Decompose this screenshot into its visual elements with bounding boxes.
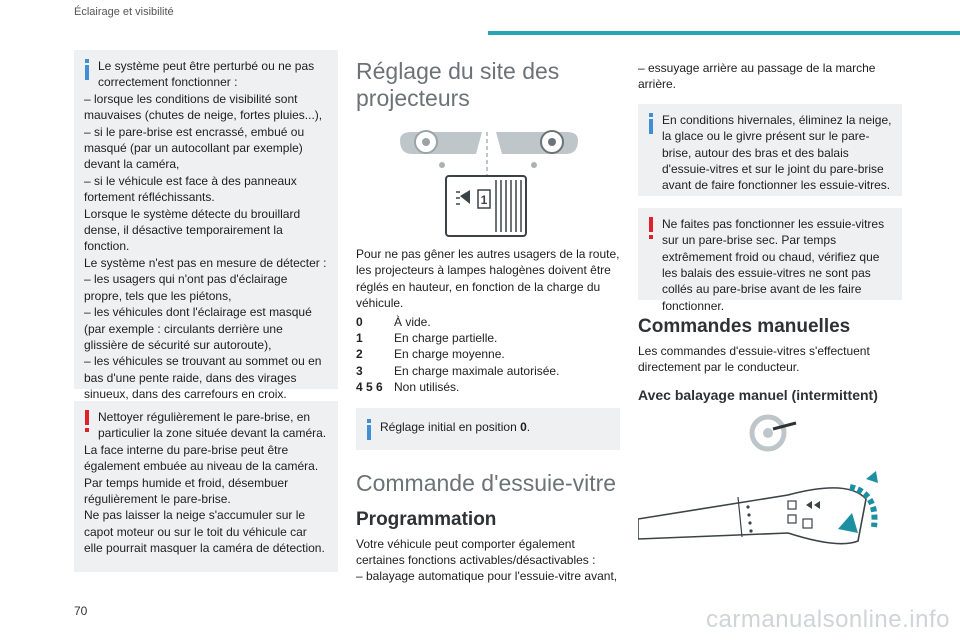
info-note-camera (74, 50, 338, 402)
position-text: En charge partielle. (394, 331, 498, 346)
column-1 (74, 50, 338, 584)
info-icon (646, 113, 656, 135)
info-icon (364, 419, 374, 441)
position-text: Non utilisés. (394, 380, 460, 395)
note-line: – si le pare-brise est encrassé, embué ou masqué (par un autocollant par exemple) devant la caméra, (84, 124, 305, 172)
warning-icon (82, 410, 92, 432)
list-item (356, 379, 620, 395)
column-2 (356, 50, 620, 585)
dial-position-label: 1 (480, 193, 488, 207)
headlamp-dial-icon (446, 176, 526, 236)
position-key: 0 (356, 314, 363, 329)
subsection-title-manual: Commandes manuelles (638, 315, 851, 337)
list-item (356, 346, 620, 362)
info-note-winter (638, 104, 902, 196)
programming-text: Votre véhicule peut comporter également certaines fonctions activables/désactivables : (356, 536, 596, 568)
note-line: Nettoyer régulièrement le pare-brise, en particulier la zone située devant la caméra. (98, 410, 327, 441)
steering-wheel-right-icon (496, 131, 578, 154)
note-line: La face interne du pare-brise peut être également embuée au niveau de la caméra. (84, 442, 319, 474)
steering-wheel-icon (752, 417, 796, 449)
info-icon (82, 59, 92, 81)
wiper-stalk-icon (638, 488, 866, 544)
list-item (356, 314, 620, 330)
warning-note-dry-windscreen (638, 208, 902, 313)
position-text: En charge moyenne. (394, 347, 505, 362)
subsection-title-sweep: Avec balayage manuel (intermittent) (638, 386, 878, 403)
position-list (356, 314, 620, 396)
info-note-initial-setting (356, 408, 620, 450)
note-line: Lorsque le système détecte du brouillard dense, il désactive temporairement la fonction. (84, 206, 301, 254)
steering-wheel-left-icon (400, 131, 482, 154)
header-accent-bar (488, 31, 960, 35)
headlamp-intro: Pour ne pas gêner les autres usagers de la route, les projecteurs à lampes halogènes doivent être réglés en hauteur, en fonction de la charge du véhicule. (356, 247, 620, 311)
position-text: À vide. (394, 314, 431, 329)
manual-text: Les commandes d'essuie-vitres s'effectuent directement par le conducteur. (638, 343, 870, 375)
winter-note-text: En conditions hivernales, éliminez la neige, la glace ou le givre présent sur le pare-brise, autour des bras et des balais d'essuie-vitres et sur le joint du pare-brise avant de faire fonctionner les essuie-vitres. (662, 112, 892, 193)
note-line: Le système n'est pas en mesure de détecter : (84, 255, 327, 270)
programming-item: – balayage automatique pour l'essuie-vitre avant, (356, 569, 618, 584)
wiper-stalk-illustration (638, 409, 902, 559)
note-line: Le système peut être perturbé ou ne pas correctement fonctionner : (98, 59, 315, 90)
note-line: – si le véhicule est face à des panneaux fortement réfléchissants. (84, 173, 297, 205)
position-key: 1 (356, 331, 363, 346)
watermark: carmanualsonline.info (706, 606, 950, 633)
warning-note-windscreen (74, 401, 338, 572)
initial-setting-value: 0 (520, 419, 527, 434)
position-key: 4 5 6 (356, 380, 383, 395)
rear-wipe-item: – essuyage arrière au passage de la marche arrière. (638, 61, 876, 92)
headlamp-adjust-illustration (356, 120, 620, 238)
position-text: En charge maximale autorisée. (394, 363, 560, 378)
dry-note-text: Ne faites pas fonctionner les essuie-vitres sur un pare-brise sec. Par temps extrêmement froid ou chaud, vérifiez que les balais des essuie-vitres ne sont pas collés au pare-brise avant de les faire fonctionner. (662, 216, 885, 313)
list-item (356, 330, 620, 346)
page-number: 70 (74, 604, 88, 618)
list-item (356, 363, 620, 379)
running-head: Éclairage et visibilité (74, 6, 174, 18)
column-3 (638, 50, 902, 559)
position-key: 3 (356, 363, 363, 378)
note-line: – les usagers qui n'ont pas d'éclairage propre, tels que les piétons, (84, 272, 288, 303)
warning-icon (646, 217, 656, 239)
initial-setting-text: Réglage initial en position (380, 419, 521, 434)
position-key: 2 (356, 347, 363, 362)
section-title-wiper: Commande d'essuie-vitre (356, 469, 617, 496)
note-line: Par temps humide et froid, désembuer régulièrement le pare-brise. (84, 475, 289, 507)
section-title-headlamp: Réglage du site des projecteurs (356, 58, 560, 111)
note-line: – lorsque les conditions de visibilité sont mauvaises (chutes de neige, fortes pluies...), (84, 91, 323, 123)
initial-setting-end: . (526, 419, 531, 434)
note-line: Ne pas laisser la neige s'accumuler sur le capot moteur ou sur le toit du véhicule car elle pourrait masquer la caméra de détection. (84, 508, 325, 556)
subsection-title-programming: Programmation (356, 508, 497, 530)
note-line: – les véhicules se trouvant au sommet ou en bas d'une pente raide, dans des virages sinueux, dans des carrefours en croix. (84, 354, 322, 402)
note-line: – les véhicules dont l'éclairage est masqué (par exemple : circulants derrière une glissière de sécurité sur autoroute), (84, 305, 312, 352)
